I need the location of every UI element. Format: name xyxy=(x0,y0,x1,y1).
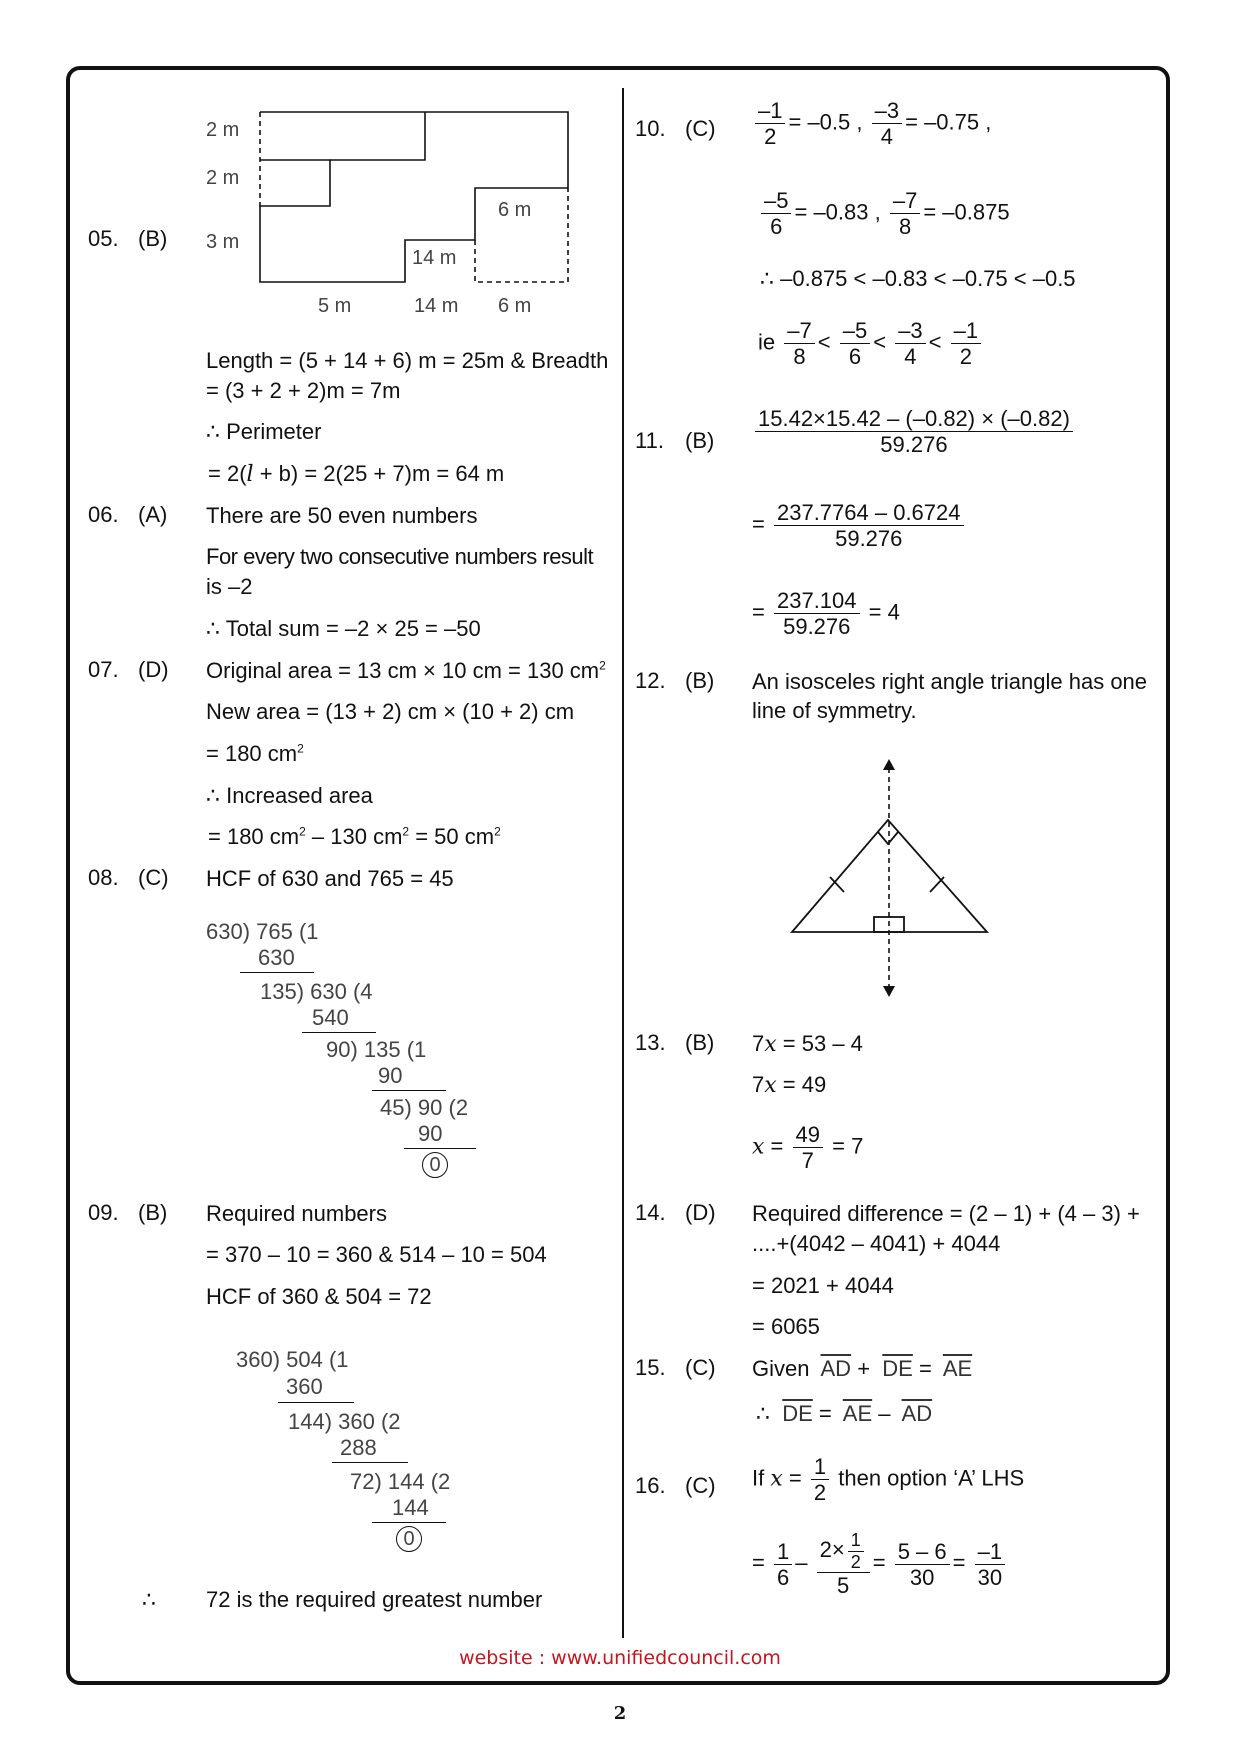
symmetry-axis-arrow-top xyxy=(883,759,895,770)
question-number-06: 06. xyxy=(88,502,119,527)
division-step: 135) 630 (4 xyxy=(260,979,373,1004)
q06-line-3: is –2 xyxy=(206,574,253,599)
question-number-15: 15. xyxy=(635,1355,666,1380)
division-remainder: 0 xyxy=(422,1150,448,1178)
q11-step-1: = $\frac{237.7764 - 0.6724}{59.276}$ xyxy=(752,500,967,552)
q16-line-1: If x = $\frac{1}{2}$ then option ‘A’ LHS xyxy=(752,1454,1025,1506)
answer-option-09: (B) xyxy=(138,1200,168,1225)
question-number-16: 16. xyxy=(635,1473,666,1498)
q06-line-1: There are 50 even numbers xyxy=(206,503,478,528)
q07-line-2: New area = (13 + 2) cm × (10 + 2) cm xyxy=(206,699,575,724)
answer-option-08: (C) xyxy=(138,865,169,890)
q06-line-4: ∴ Total sum = –2 × 25 = –50 xyxy=(206,616,481,641)
division-rule xyxy=(372,1522,446,1523)
question-number-11: 11. xyxy=(635,428,664,453)
q14-line-2: ....+(4042 – 4041) + 4044 xyxy=(752,1231,1001,1256)
q06-line-2: For every two consecutive numbers result xyxy=(206,544,594,569)
q07-line-4: ∴ Increased area xyxy=(206,783,373,808)
q14-line-4: = 6065 xyxy=(752,1314,820,1339)
q05-line-2: = (3 + 2 + 2)m = 7m xyxy=(206,378,401,403)
division-rule xyxy=(278,1402,354,1403)
question-number-14: 14. xyxy=(635,1200,666,1225)
q09-line-2: = 370 – 10 = 360 & 514 – 10 = 504 xyxy=(206,1242,547,1267)
answer-option-15: (C) xyxy=(685,1355,716,1380)
question-number-05: 05. xyxy=(88,226,119,251)
dim-3m: 3 m xyxy=(206,231,240,253)
answer-option-13: (B) xyxy=(685,1030,715,1055)
answer-option-16: (C) xyxy=(685,1473,716,1498)
q05-line-4: = 2(l + b) = 2(25 + 7)m = 64 m xyxy=(208,461,505,487)
division-step: 90) 135 (1 xyxy=(326,1037,427,1062)
division-step: 45) 90 (2 xyxy=(380,1095,469,1120)
q10-line-2: $\frac{-5}{6}$ = –0.83 , $\frac{-7}{8}$ = –0.875 xyxy=(758,188,1010,240)
answer-option-11: (B) xyxy=(685,428,715,453)
division-product: 540 xyxy=(312,1005,349,1030)
q10-order-fractions: ie $\frac{-7}{8}$ < $\frac{-5}{6}$ < $\frac{-3}{4}$ < $\frac{-1}{2}$ xyxy=(758,318,984,370)
question-number-08: 08. xyxy=(88,865,119,890)
q16-line-2: = $\frac{1}{6}$ – 2× $\frac{1}{2}$ 5 = $\frac{5 - 6}{30}$ = $\frac{-1}{30}$ xyxy=(752,1530,1008,1599)
q10-line-1: $\frac{-1}{2}$ = –0.5 , $\frac{-3}{4}$ = –0.75 , xyxy=(752,98,991,150)
page-number: 2 xyxy=(613,1703,627,1724)
answer-option-14: (D) xyxy=(685,1200,716,1225)
q09-line-1: Required numbers xyxy=(206,1201,387,1226)
q09-conclusion: 72 is the required greatest number xyxy=(206,1587,543,1612)
question-number-09: 09. xyxy=(88,1200,119,1225)
symmetry-axis-arrow-bottom xyxy=(883,986,895,997)
division-product: 90 xyxy=(418,1121,443,1146)
q08-line-1: HCF of 630 and 765 = 45 xyxy=(206,866,454,891)
q14-line-3: = 2021 + 4044 xyxy=(752,1273,894,1298)
right-angle-mark-apex xyxy=(878,832,898,844)
q12-line-1: An isosceles right angle triangle has one xyxy=(752,669,1148,694)
division-product: 360 xyxy=(286,1374,323,1399)
division-product: 288 xyxy=(340,1435,377,1460)
q10-order-decimal: ∴ –0.875 < –0.83 < –0.75 < –0.5 xyxy=(760,266,1076,291)
division-step: 72) 144 (2 xyxy=(350,1469,451,1494)
q12-line-2: line of symmetry. xyxy=(752,698,917,723)
q07-line-1: Original area = 13 cm × 10 cm = 130 $cm^2$ xyxy=(206,658,606,683)
division-product: 90 xyxy=(378,1063,403,1088)
therefore-symbol: ∴ xyxy=(142,1587,156,1612)
division-step: 144) 360 (2 xyxy=(288,1409,401,1434)
answer-option-10: (C) xyxy=(685,116,716,141)
q09-line-3: HCF of 360 & 504 = 72 xyxy=(206,1284,432,1309)
dim-2m-top: 2 m xyxy=(206,119,240,141)
q11-expression: $\frac{15.42\times 15.42 - (-0.82) \times (-0.82)}{59.276}$ xyxy=(752,406,1076,458)
division-rule xyxy=(332,1462,408,1463)
answer-option-06: (A) xyxy=(138,502,168,527)
q07-line-5: = 180 $cm^2 - 130$ $cm^2 = 50$ $cm^2$ xyxy=(208,824,501,849)
division-remainder: 0 xyxy=(396,1524,422,1552)
division-step: 360) 504 (1 xyxy=(236,1347,349,1372)
footer-website: website : www.unifiedcouncil.com xyxy=(459,1647,781,1669)
q11-step-2: = $\frac{237.104}{59.276}$ = 4 xyxy=(752,588,900,640)
division-product: 144 xyxy=(392,1495,429,1520)
division-rule xyxy=(372,1090,446,1091)
column-divider xyxy=(622,88,624,1638)
question-number-13: 13. xyxy=(635,1030,666,1055)
dim-14m-side: 14 m xyxy=(412,247,457,269)
dim-6m-side: 6 m xyxy=(498,199,532,221)
answer-option-05: (B) xyxy=(138,226,168,251)
dim-6m-base: 6 m xyxy=(498,295,532,317)
division-step: 630) 765 (1 xyxy=(206,919,319,944)
q15-vector-result: ∴ $\overline{DE} = \overline{AE} - \overline{AD}$ xyxy=(756,1401,933,1426)
q14-line-1: Required difference = (2 – 1) + (4 – 3) + xyxy=(752,1201,1140,1226)
q05-rectilinear-figure xyxy=(200,104,580,324)
answer-option-07: (D) xyxy=(138,657,169,682)
question-number-07: 07. xyxy=(88,657,119,682)
q13-line-2: 7x = 49 xyxy=(752,1072,827,1098)
answer-option-12: (B) xyxy=(685,668,715,693)
q07-line-3: = 180 $cm^2$ xyxy=(206,741,304,766)
dim-14m-base: 14 m xyxy=(414,295,459,317)
figure-solid-step xyxy=(330,112,425,160)
question-number-12: 12. xyxy=(635,668,666,693)
division-rule xyxy=(404,1148,476,1149)
q05-line-1: Length = (5 + 14 + 6) m = 25m & Breadth xyxy=(206,348,609,373)
question-number-10: 10. xyxy=(635,116,666,141)
division-rule xyxy=(240,972,314,973)
division-product: 630 xyxy=(258,945,295,970)
dim-2m-middle: 2 m xyxy=(206,167,240,189)
equal-side-tick-right xyxy=(930,877,944,892)
dim-5m-base: 5 m xyxy=(318,295,352,317)
q15-vector-equation: Given $\overline{AD} + \overline{DE} = \overline{AE}$ xyxy=(752,1356,973,1381)
q13-line-1: 7x = 53 – 4 xyxy=(752,1031,863,1057)
q13-line-3: x = $\frac{49}{7}$ = 7 xyxy=(752,1122,864,1174)
division-rule xyxy=(302,1032,376,1033)
q05-line-3: ∴ Perimeter xyxy=(206,419,322,444)
q12-isosceles-right-triangle xyxy=(782,756,1004,998)
